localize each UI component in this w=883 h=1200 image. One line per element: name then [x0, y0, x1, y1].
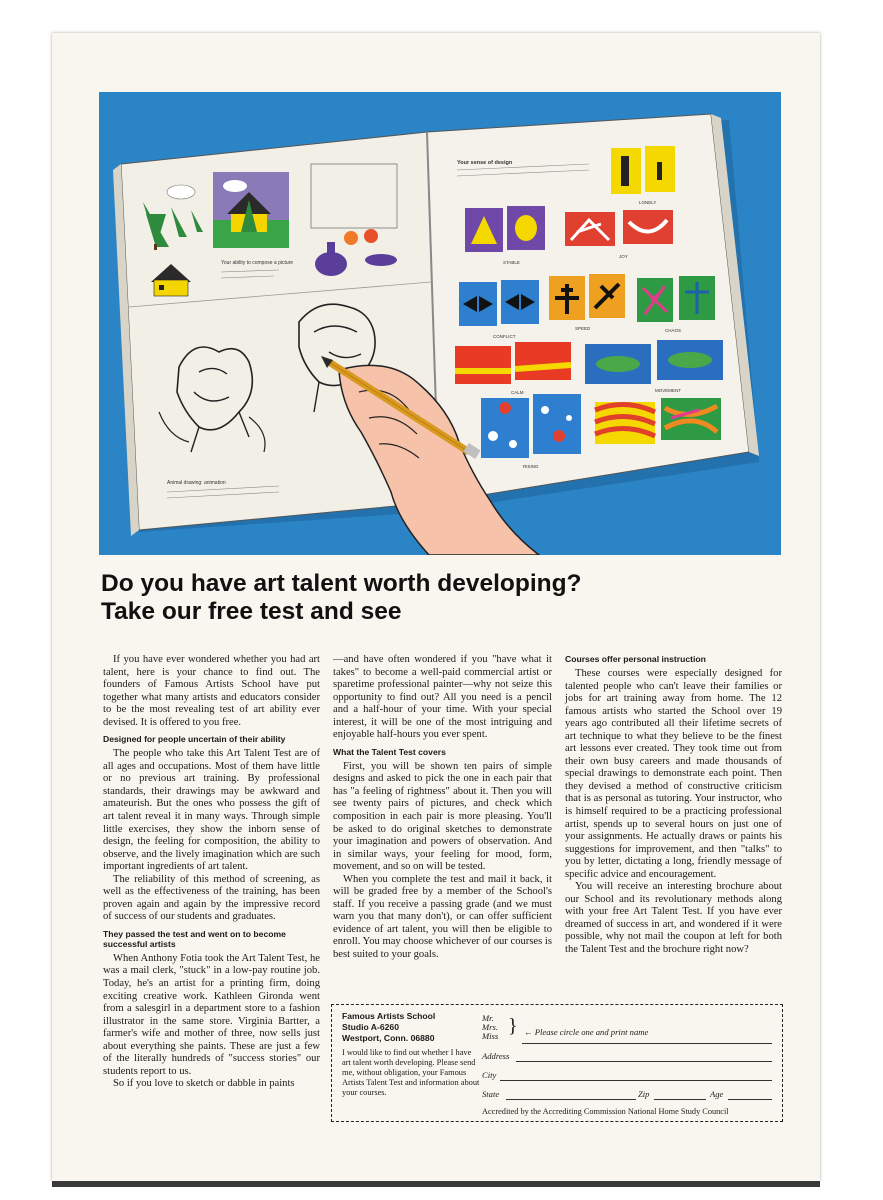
label-rising: RISING [523, 464, 539, 469]
paragraph: When you complete the test and mail it back, it will be graded free by a member of the School's staff. If you receive a passing grade (and we must warn you that many don't), or can offer sufficient evidence of art talent, you will then be eligible to enroll. You may choose whichever of our courses is best suited to your goals. [333, 873, 552, 961]
open-book-drawing [99, 92, 781, 555]
title-mrs[interactable]: Mrs. [482, 1022, 498, 1032]
subheading: What the Talent Test covers [333, 746, 446, 757]
label-stable: STABLE [503, 260, 520, 265]
title-miss[interactable]: Miss [482, 1031, 499, 1041]
paragraph: You will receive an interesting brochure about our School and its revolutionary methods along with your free Art Talent Test. If you have ever dreamed of success in art, and wondered if it were possible, why not mail the coupon at left for both the Talent Test and the brochure right now? [565, 881, 782, 956]
paragraph: The reliability of this method of screening, as well as the effectiveness of the training, has been proven again and again by the impressive record of success of our students and graduates. [103, 873, 320, 923]
coupon-city-line: Westport, Conn. 06880 [342, 1033, 435, 1043]
book-left-caption-bottom: Animal drawing: animation [167, 480, 226, 486]
name-field-line[interactable] [522, 1043, 772, 1044]
headline-line-2: Take our free test and see [101, 598, 402, 625]
label-calm: CALM [511, 390, 524, 395]
title-mr[interactable]: Mr. [482, 1013, 494, 1023]
headline-line-1: Do you have art talent worth developing? [101, 570, 582, 597]
label-speed: SPEED [575, 326, 591, 331]
headline [101, 570, 801, 626]
label-lonely: LONELY [639, 200, 657, 205]
subheading: They passed the test and went on to become successful artists [103, 928, 286, 949]
coupon-request-text: I would like to find out whether I have art talent worth developing. Please send me, without obligation, your Famous Artists Talent Test and information about your courses. [342, 1048, 480, 1097]
subheading: Courses offer personal instruction [565, 654, 706, 664]
city-field-line[interactable] [500, 1080, 772, 1081]
age-label: Age [710, 1089, 724, 1099]
text-column-1 [103, 654, 320, 1091]
city-label: City [482, 1070, 497, 1080]
brace-glyph: } [508, 1015, 518, 1037]
state-label: State [482, 1089, 500, 1099]
art-test-book-illustration [99, 92, 781, 555]
address-field-line[interactable] [516, 1061, 772, 1062]
paragraph: So if you love to sketch or dabble in paints [113, 1078, 295, 1090]
subheading: Designed for people uncertain of their ability [103, 734, 286, 745]
coupon-address-block [342, 1011, 480, 1098]
paragraph: First, you will be shown ten pairs of simple designs and asked to pick the one in each pair that has "a feeling of rightness" about it. Then you will see twenty pairs of pictures, and check which composition in each pair is more pleasing. You'll be asked to do original sketches to demonstrate your imagination and powers of observation. And in similar ways, your feeling for mood, form, movement, and so on will be tested. [333, 760, 552, 873]
text-column-2 [333, 654, 552, 962]
label-joy: JOY [619, 254, 628, 259]
accreditation-line: Accredited by the Accrediting Commission National Home Study Council [482, 1107, 729, 1116]
paragraph: The people who take this Art Talent Test are of all ages and occupations. Most of them have little or no previous art training. By professional standards, their drawings may be awkward and amateurish. But the ones who possess the gift of art talent reveal it in many ways. Through simple little exercises, they show the inborn sense of design, the feeling for composition, the ability to observe, and the lively imagination which are such important ingredients of art talent. [103, 748, 320, 873]
book-right-caption-top: Your sense of design [457, 160, 513, 166]
paragraph: If you have ever wondered whether you had art talent, here is your chance to find out. The founders of Famous Artists School have put together what many artists and educators consider to be the most revealing test of art ability ever devised. It is offered to you free. [103, 654, 320, 728]
state-field-line[interactable] [506, 1099, 636, 1100]
label-conflict: CONFLICT [493, 334, 516, 339]
page-edge-shadow [52, 1181, 820, 1187]
paragraph: When Anthony Fotia took the Art Talent Test, he was a mail clerk, "stuck" in a low-pay routine job. Today, he's an artist for a printing firm, doing exciting creative work. Kathleen Gironda went from a salesgirl in a department store to a fashion illustrator in the same store. Virginia Bartter, a farmer's wife and mother of three, now sells just about everything she paints. These are just a few of the literally hundreds of "success stories" our students report to us. [103, 952, 320, 1077]
address-label: Address [482, 1051, 510, 1061]
zip-label: Zip [638, 1089, 650, 1099]
paragraph: —and have often wondered if you "have what it takes" to become a well-paid commercial artist or sparetime professional painter—why not seize this opportunity to find out? All you need is a pencil and a half-hour of your time. With your special interest, it will be one of the most intriguing and enjoyable half-hours you ever spent. [333, 654, 552, 741]
zip-field-line[interactable] [654, 1099, 706, 1100]
coupon-school-name: Famous Artists School [342, 1011, 436, 1021]
book-left-caption-top: Your ability to compose a picture [221, 260, 294, 266]
mail-in-coupon[interactable] [331, 1004, 783, 1122]
label-movement: MOVEMENT [655, 388, 682, 393]
label-chaos: CHAOS [665, 328, 682, 333]
age-field-line[interactable] [728, 1099, 772, 1100]
circle-note: ← Please circle one and print name [524, 1027, 649, 1037]
paragraph: These courses were especially designed for talented people who can't leave their families or jobs for art training away from home. The 12 famous artists who started the School over 19 years ago contributed all their lifetime secrets of art technique to what they believe to be the finest art lessons ever created. They took time out from their own busy careers and made thousands of special drawings to demonstrate each point. Then they devised a method of constructive criticism that is as personal as tutoring. Your instructor, who is himself required to be a practicing professional artist, spends up to several hours on just one of your assignments. He actually draws or paints his suggestions for improvement, and then "talks" to you by letter, dictating a long, friendly message of specific advice and encouragement. [565, 668, 782, 880]
text-column-3 [565, 654, 782, 957]
coupon-studio: Studio A-6260 [342, 1022, 399, 1032]
